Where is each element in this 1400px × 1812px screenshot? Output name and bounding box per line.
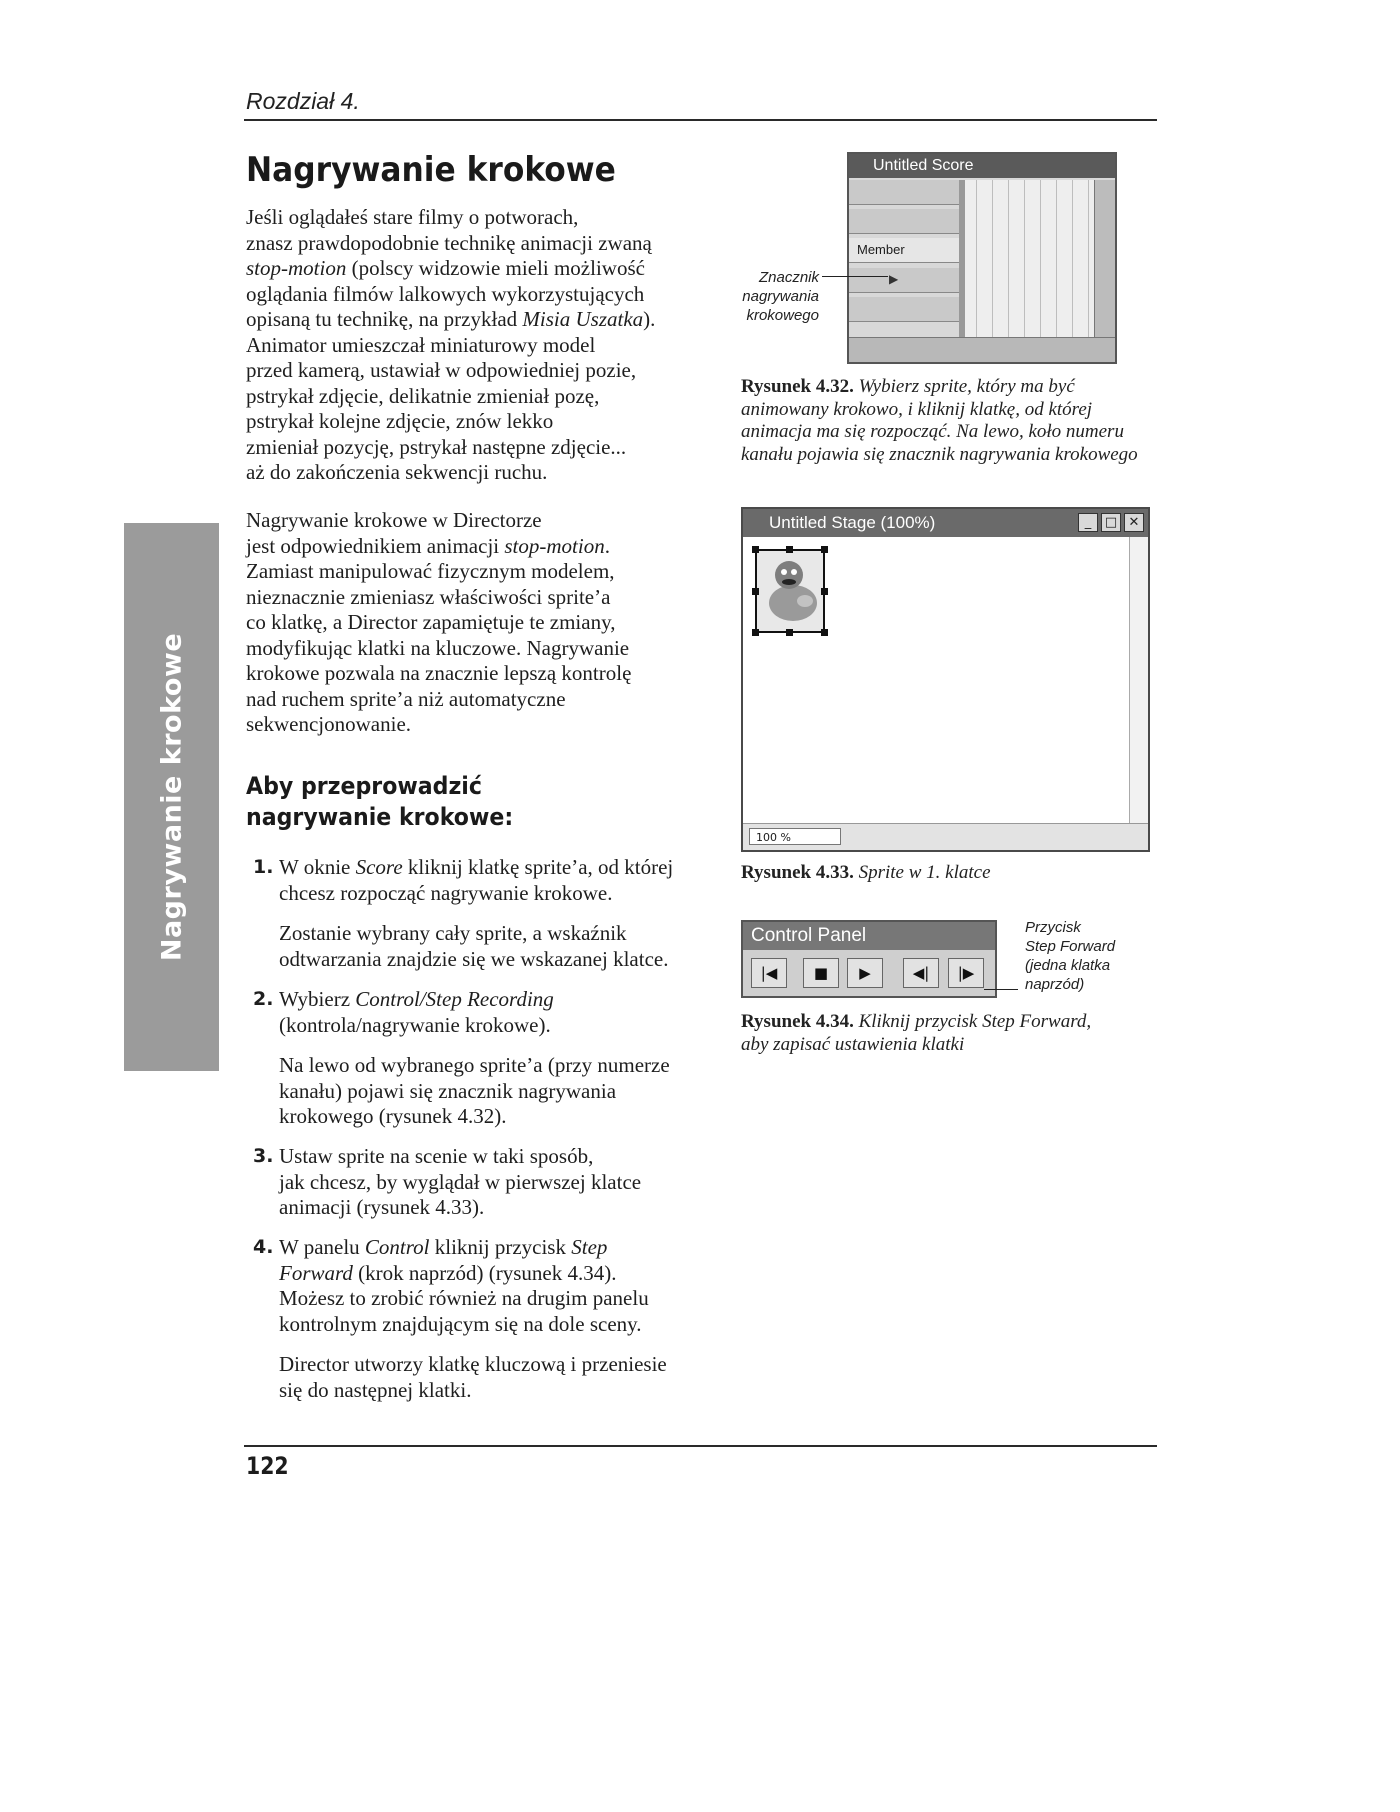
page-number: 122 bbox=[246, 1452, 289, 1480]
callout-line: Step Forward bbox=[1025, 938, 1116, 955]
caption-line: Rysunek 4.34. Kliknij przycisk Step Forward, bbox=[741, 1011, 1092, 1032]
text-line: co klatkę, a Director zapamiętuje te zmiany, bbox=[246, 610, 616, 634]
score-frame-grid[interactable] bbox=[961, 180, 1095, 338]
step-number: 1. bbox=[253, 856, 274, 878]
maximize-icon[interactable]: □ bbox=[1101, 513, 1121, 532]
fig434-callout bbox=[1025, 918, 1115, 994]
score-member-label: Member bbox=[857, 242, 905, 257]
playhead[interactable] bbox=[959, 180, 965, 338]
text-line: W panelu Control kliknij przycisk Step bbox=[279, 1235, 608, 1259]
heading-line: nagrywanie krokowe: bbox=[246, 803, 514, 831]
caption-label: Rysunek 4.34. bbox=[741, 1011, 859, 1032]
resize-handle[interactable] bbox=[786, 546, 793, 553]
text-line: krokowe pozwala na znacznie lepszą kontrolę bbox=[246, 661, 632, 685]
text-line: animacji (rysunek 4.33). bbox=[279, 1195, 485, 1219]
fig432-callout bbox=[740, 268, 819, 325]
text-line: Nagrywanie krokowe w Directorze bbox=[246, 508, 542, 532]
text-line: modyfikując klatki na kluczowe. Nagrywanie bbox=[246, 635, 630, 660]
caption-label: Rysunek 4.32. bbox=[741, 376, 859, 397]
zoom-select[interactable]: 100 % bbox=[749, 828, 841, 845]
score-horizontal-scrollbar[interactable] bbox=[849, 337, 1115, 362]
text-line: pstrykał zdjęcie, delikatnie zmieniał pozę, bbox=[246, 383, 600, 408]
text-line: Możesz to zrobić również na drugim panelu bbox=[279, 1286, 649, 1310]
fig433-caption bbox=[741, 862, 991, 885]
procedure-step bbox=[253, 987, 554, 1038]
chapter-header: Rozdział 4. bbox=[246, 88, 360, 114]
callout-line: Przycisk bbox=[1025, 919, 1081, 936]
stage-title: Untitled Stage (100%) bbox=[769, 513, 936, 532]
score-title-bar bbox=[849, 154, 1115, 178]
resize-handle[interactable] bbox=[752, 629, 759, 636]
score-channel-row bbox=[849, 297, 961, 322]
text-line: Na lewo od wybranego sprite’a (przy numerze bbox=[279, 1053, 670, 1077]
text-line: aż do zakończenia sekwencji ruchu. bbox=[246, 460, 548, 484]
step-number: 2. bbox=[253, 988, 274, 1010]
text-line: sekwencjonowanie. bbox=[246, 712, 412, 736]
text-line: krokowego (rysunek 4.32). bbox=[279, 1104, 507, 1128]
text-line: Zamiast manipulować fizycznym modelem, bbox=[246, 559, 615, 583]
procedure-heading bbox=[246, 771, 513, 833]
text-line: stop-motion (polscy widzowie mieli możliwość bbox=[246, 256, 645, 280]
sprite-duck[interactable] bbox=[755, 549, 825, 633]
resize-handle[interactable] bbox=[752, 546, 759, 553]
text-line: Ustaw sprite na scenie w taki sposób, bbox=[279, 1144, 594, 1168]
text-line: się do następnej klatki. bbox=[279, 1377, 472, 1402]
resize-handle[interactable] bbox=[821, 629, 828, 636]
duck-sprite-image bbox=[757, 551, 823, 631]
minimize-icon[interactable]: _ bbox=[1078, 513, 1098, 532]
control-panel-window bbox=[741, 920, 997, 998]
resize-handle[interactable] bbox=[821, 546, 828, 553]
procedure-step bbox=[253, 1235, 649, 1337]
text-line: pstrykał kolejne zdjęcie, znów lekko bbox=[246, 409, 554, 433]
text-line: Director utworzy klatkę kluczową i przeniesie bbox=[279, 1352, 667, 1376]
resize-handle[interactable] bbox=[752, 588, 759, 595]
caption-line: animacja ma się rozpocząć. Na lewo, koło numeru bbox=[741, 421, 1124, 442]
text-line: Zostanie wybrany cały sprite, a wskaźnik bbox=[279, 921, 627, 945]
resize-handle[interactable] bbox=[821, 588, 828, 595]
caption-line: animowany krokowo, i kliknij klatkę, od której bbox=[741, 398, 1093, 420]
text-line: zmieniał pozycję, pstrykał następne zdjęcie... bbox=[246, 434, 627, 459]
control-panel-title-bar bbox=[743, 922, 995, 950]
score-channel-row bbox=[849, 180, 961, 205]
score-member-row[interactable] bbox=[849, 238, 961, 263]
step-note bbox=[279, 921, 668, 972]
score-vertical-scrollbar[interactable] bbox=[1094, 180, 1115, 338]
stage-vertical-scrollbar[interactable] bbox=[1129, 537, 1148, 824]
section-side-tab bbox=[124, 523, 219, 1071]
fig432-caption bbox=[741, 376, 1138, 466]
text-line: Wybierz Control/Step Recording bbox=[279, 987, 554, 1011]
callout-line: krokowego bbox=[746, 307, 819, 324]
step-forward-icon[interactable]: |▶ bbox=[948, 958, 984, 988]
fig432-callout-leader bbox=[822, 276, 888, 277]
text-line: nad ruchem sprite’a niż automatyczne bbox=[246, 686, 566, 711]
caption-line: Rysunek 4.32. Wybierz sprite, który ma być bbox=[741, 376, 1075, 397]
score-channel-row bbox=[849, 209, 961, 234]
fig434-caption bbox=[741, 1011, 1091, 1056]
text-line: jak chcesz, by wyglądał w pierwszej klatce bbox=[279, 1169, 642, 1194]
text-line: W oknie Score kliknij klatkę sprite’a, od której bbox=[279, 855, 674, 879]
text-line: odtwarzania znajdzie się we wskazanej klatce. bbox=[279, 946, 669, 971]
heading-line: Aby przeprowadzić bbox=[246, 772, 482, 800]
caption-line: Rysunek 4.33. Sprite w 1. klatce bbox=[741, 862, 991, 883]
stage-status-bar bbox=[743, 823, 1148, 850]
caption-line: aby zapisać ustawienia klatki bbox=[741, 1033, 965, 1055]
caption-line: kanału pojawia się znacznik nagrywania krokowego bbox=[741, 443, 1138, 465]
close-icon[interactable]: ✕ bbox=[1124, 513, 1144, 532]
stage-title-bar bbox=[743, 509, 1148, 537]
step-note bbox=[279, 1053, 670, 1130]
procedure-step bbox=[253, 855, 674, 906]
text-line: (kontrola/nagrywanie krokowe). bbox=[279, 1012, 551, 1037]
text-line: Forward (krok naprzód) (rysunek 4.34). bbox=[279, 1260, 617, 1285]
step-number: 3. bbox=[253, 1145, 274, 1167]
callout-line: Znacznik bbox=[758, 269, 819, 286]
play-icon[interactable]: ▶ bbox=[847, 958, 883, 988]
step-note bbox=[279, 1352, 667, 1403]
side-tab-label: Nagrywanie krokowe bbox=[156, 632, 187, 962]
intro-paragraph bbox=[246, 205, 655, 486]
section-title: Nagrywanie krokowe bbox=[246, 150, 616, 190]
callout-line: (jedna klatka bbox=[1025, 957, 1111, 974]
text-line: Jeśli oglądałeś stare filmy o potworach, bbox=[246, 205, 579, 229]
score-title: Untitled Score bbox=[873, 157, 974, 174]
text-line: kontrolnym znajdującym się na dole sceny. bbox=[279, 1311, 642, 1336]
rewind-icon[interactable]: |◀ bbox=[751, 958, 787, 988]
caption-label: Rysunek 4.33. bbox=[741, 862, 859, 883]
stage-window bbox=[741, 507, 1150, 852]
text-line: jest odpowiednikiem animacji stop-motion. bbox=[246, 533, 610, 558]
callout-line: naprzód) bbox=[1025, 976, 1085, 993]
step-number: 4. bbox=[253, 1236, 274, 1258]
step-recording-marker-icon: ▶ bbox=[889, 272, 899, 286]
text-line: oglądania filmów lalkowych wykorzystujących bbox=[246, 281, 645, 306]
step-backward-icon[interactable]: ◀| bbox=[903, 958, 939, 988]
stop-icon[interactable]: ■ bbox=[803, 958, 839, 988]
fig434-callout-leader bbox=[984, 989, 1018, 990]
footer-rule bbox=[244, 1445, 1157, 1447]
text-line: kanału) pojawi się znacznik nagrywania bbox=[279, 1078, 617, 1103]
procedure-step bbox=[253, 1144, 642, 1221]
control-panel-title: Control Panel bbox=[751, 925, 867, 946]
header-rule bbox=[244, 119, 1157, 121]
text-line: przed kamerą, ustawiał w odpowiedniej pozie, bbox=[246, 358, 637, 382]
resize-handle[interactable] bbox=[786, 629, 793, 636]
text-line: chcesz rozpocząć nagrywanie krokowe. bbox=[279, 880, 613, 905]
body-paragraph bbox=[246, 508, 631, 738]
callout-line: nagrywania bbox=[742, 288, 819, 305]
score-window bbox=[847, 152, 1117, 364]
text-line: znasz prawdopodobnie technikę animacji zwaną bbox=[246, 230, 652, 255]
text-line: nieznacznie zmieniasz właściwości sprite’a bbox=[246, 584, 611, 609]
text-line: opisaną tu technikę, na przykład Misia Uszatka). bbox=[246, 307, 656, 331]
text-line: Animator umieszczał miniaturowy model bbox=[246, 332, 596, 357]
